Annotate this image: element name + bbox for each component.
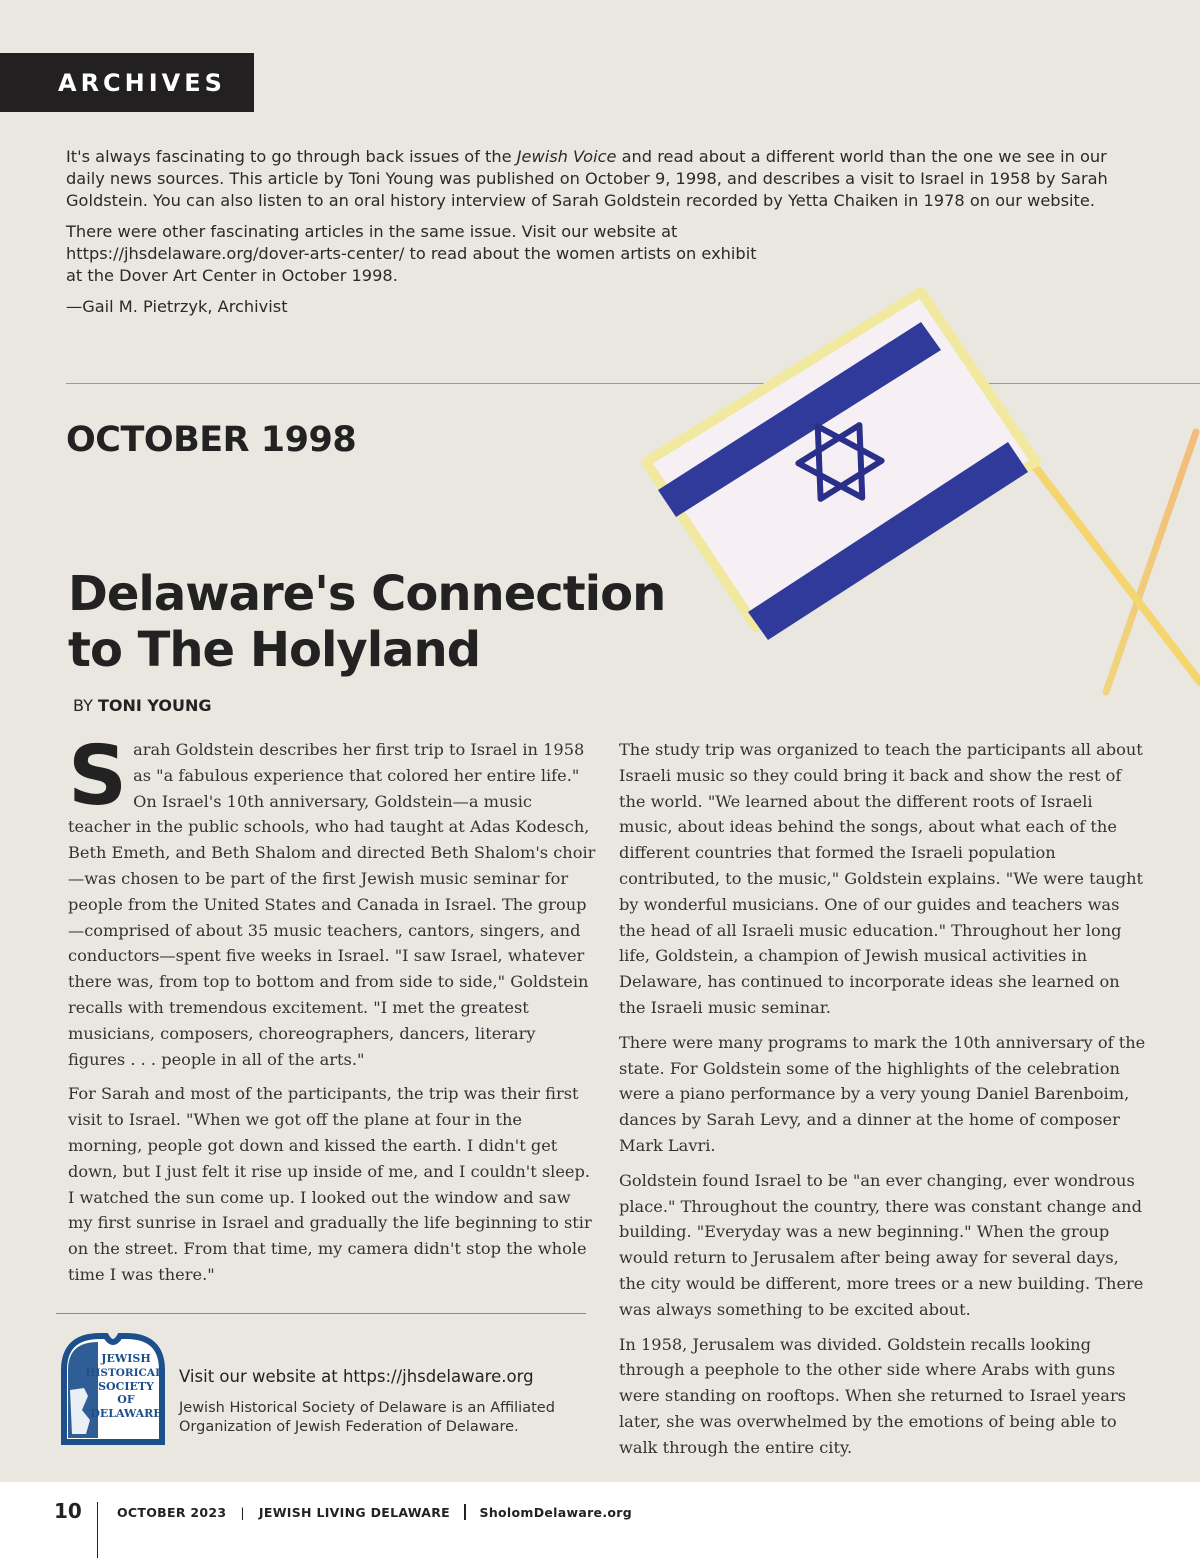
logo-text: SOCIETY	[98, 1380, 154, 1393]
footer-separator-bar	[464, 1504, 466, 1520]
intro-paragraph-1: It's always fascinating to go through back issues of the Jewish Voice and read about a different world than the one we see in our daily news sources. This article by Toni Young was published on October 9, 1998, and describes a visit to Israel in 1958 by Sarah Goldstein. You can also listen to an oral history interview of Sarah Goldstein recorded by Yetta Chaiken in 1978 on our website.	[66, 147, 1108, 210]
footer-divider	[97, 1502, 98, 1558]
archivist-signature: —Gail M. Pietrzyk, Archivist	[66, 297, 288, 316]
logo-text: HISTORICAL	[85, 1367, 163, 1379]
footer-date: OCTOBER 2023	[117, 1504, 227, 1520]
affiliation-note: Jewish Historical Society of Delaware is an Affiliated Organization of Jewish Federation of Delaware.	[179, 1400, 555, 1435]
article-paragraph: In 1958, Jerusalem was divided. Goldstein recalls looking through a peephole to the other side where Arabs with guns were standing on rooftops. When she returned to Israel years later, she was overwhelmed by the emotions of being able to walk through the entire city.	[619, 1334, 1126, 1457]
issue-date-heading: OCTOBER 1998	[66, 420, 357, 460]
logo-text: DELAWARE	[90, 1407, 162, 1420]
intro-paragraph-2: There were other fascinating articles in the same issue. Visit our website at https://jhsdelaware.org/dover-arts-center/ to read about the women artists on exhibit at the Dover Art Center in October 1998.	[66, 222, 757, 285]
publication-name: Jewish Voice	[516, 147, 617, 166]
article-paragraph: For Sarah and most of the participants, the trip was their first visit to Israel. "When we got off the plane at four in the morning, people got down and kissed the earth. I didn't get down, but I just felt it rise up inside of me, and I couldn't sleep. I watched the sun come up. I looked out the window and saw my first sunrise in Israel and gradually the life beginning to stir on the street. From that time, my camera didn't stop the whole time I was there."	[68, 1084, 592, 1284]
byline: BY TONI YOUNG	[73, 696, 212, 715]
headline-line-1: Delaware's Connection	[68, 566, 666, 622]
page-number: 10	[54, 1499, 82, 1523]
article-paragraph: The study trip was organized to teach the participants all about Israeli music so they could bring it back and show the rest of the world. "We learned about the different roots of Israeli music, about ideas behind the songs, about what each of the different countries that formed the Israeli population contributed, to the music," Goldstein explains. "We were taught by wonderful musicians. One of our guides and teachers was the head of all Israeli music education." Throughout her long life, Goldstein, a champion of Jewish musical activities in Delaware, has continued to incorporate ideas she learned on the Israeli music seminar.	[619, 740, 1144, 1017]
logo-text: OF	[117, 1393, 135, 1406]
article-column-left	[68, 729, 596, 1297]
article-headline	[68, 566, 708, 678]
logo-text: JEWISH	[101, 1352, 151, 1365]
footer-publication: JEWISH LIVING DELAWARE	[258, 1504, 451, 1520]
footer-site: SholomDelaware.org	[479, 1504, 632, 1520]
running-footer	[117, 1504, 632, 1520]
website-link-text: Visit our website at https://jhsdelaware.org	[179, 1367, 534, 1386]
article-paragraph: There were many programs to mark the 10th anniversary of the state. For Goldstein some of the highlights of the celebration were a piano performance by a very young Daniel Barenboim, dances by Sarah Levy, and a dinner at the home of composer Mark Lavri.	[619, 1032, 1146, 1155]
israel-flag-illustration	[636, 262, 1200, 722]
section-tag: ARCHIVES	[0, 53, 254, 112]
footer-separator: |	[240, 1504, 245, 1520]
article-paragraph: Goldstein found Israel to be "an ever changing, ever wondrous place." Throughout the country, there was constant change and building. "Everyday was a new beginning." When the group would return to Jerusalem after being away for several days, the city would be different, more trees or a new building. There was always something to be excited about.	[619, 1170, 1144, 1319]
page-footer	[0, 1482, 1200, 1558]
author-name: TONI YOUNG	[97, 696, 212, 715]
jhsd-logo	[60, 1330, 166, 1446]
drop-cap: S	[68, 729, 128, 824]
headline-line-2: to The Holyland	[68, 622, 481, 678]
article-column-right	[619, 737, 1149, 1470]
divider	[56, 1313, 586, 1314]
article-paragraph: Sarah Goldstein describes her first trip to Israel in 1958 as "a fabulous experience that colored her entire life." On Israel's 10th anniversary, Goldstein—a music teacher in the public schools, who had taught at Adas Kodesch, Beth Emeth, and Beth Shalom and directed Beth Shalom's choir—was chosen to be part of the first Jewish music seminar for people from the United States and Canada in Israel. The group—comprised of about 35 music teachers, cantors, singers, and conductors—spent five weeks in Israel. "I saw Israel, whatever there was, from top to bottom and from side to side," Goldstein recalls with tremendous excitement. "I met the greatest musicians, composers, choreographers, dancers, literary figures . . . people in all of the arts."	[68, 729, 596, 1069]
